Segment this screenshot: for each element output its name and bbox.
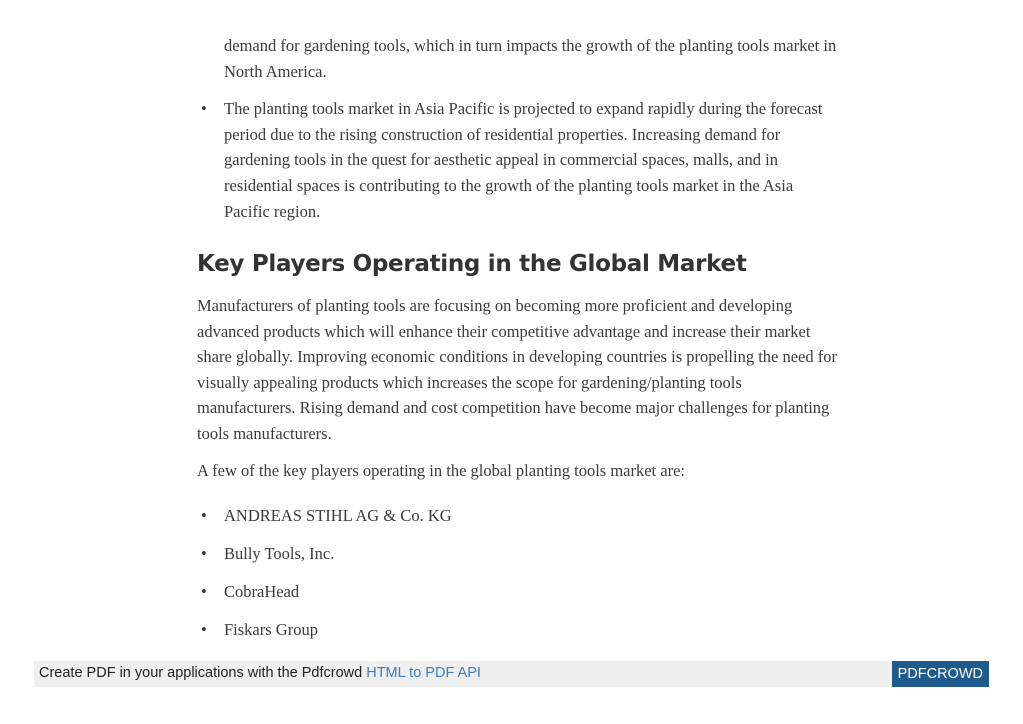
list-item-text: Fiskars Group — [224, 619, 318, 639]
list-item-text: CobraHead — [224, 581, 300, 601]
bullet-icon: • — [201, 619, 207, 639]
list-item-continued — [197, 33, 837, 84]
paragraph: Manufacturers of planting tools are focusing on becoming more proficient and developing advanced products which will enhance their competitive advantage and increase their market share globally. Improving economic conditions in developing countries is propelling the need for visually appealing products which increases the scope for gardening/planting tools manufacturers. Rising demand and cost competition have become major challenges for planting tools manufacturers. — [197, 296, 837, 443]
list-item — [197, 96, 837, 224]
list-item-text: ANDREAS STIHL AG & Co. KG — [224, 506, 452, 525]
bullet-icon: • — [201, 506, 207, 525]
list-item-text: The planting tools market in Asia Pacific is projected to expand rapidly during the forecast period due to the rising construction of residential properties. Increasing demand for gardening tools in the quest for aesthetic appeal in commercial spaces, malls, and in residential spaces is contributing to the growth of the planting tools market in the Asia Pacific region. — [224, 99, 823, 221]
intro-bullet-list — [197, 33, 837, 224]
list-item — [197, 541, 837, 567]
footer-label: Create PDF in your applications with the Pdfcrowd — [39, 665, 367, 681]
list-item — [197, 579, 837, 605]
footer-text — [39, 665, 481, 681]
html-to-pdf-api-link[interactable]: HTML to PDF API — [366, 665, 481, 681]
list-item-text: Bully Tools, Inc. — [224, 543, 335, 563]
section-heading: Key Players Operating in the Global Market — [197, 251, 747, 277]
bullet-icon: • — [201, 581, 207, 601]
bullet-icon: • — [201, 543, 207, 563]
pdfcrowd-button[interactable]: PDFCROWD — [892, 661, 989, 687]
list-item-text: demand for gardening tools, which in turn impacts the growth of the planting tools market in North America. — [224, 36, 837, 81]
pdfcrowd-footer — [34, 661, 989, 687]
list-item — [197, 617, 837, 643]
document-content — [197, 33, 837, 639]
paragraph: A few of the key players operating in the global planting tools market are: — [197, 461, 685, 480]
key-players-list — [197, 503, 837, 655]
bullet-icon: • — [201, 99, 207, 119]
list-item — [197, 503, 837, 529]
